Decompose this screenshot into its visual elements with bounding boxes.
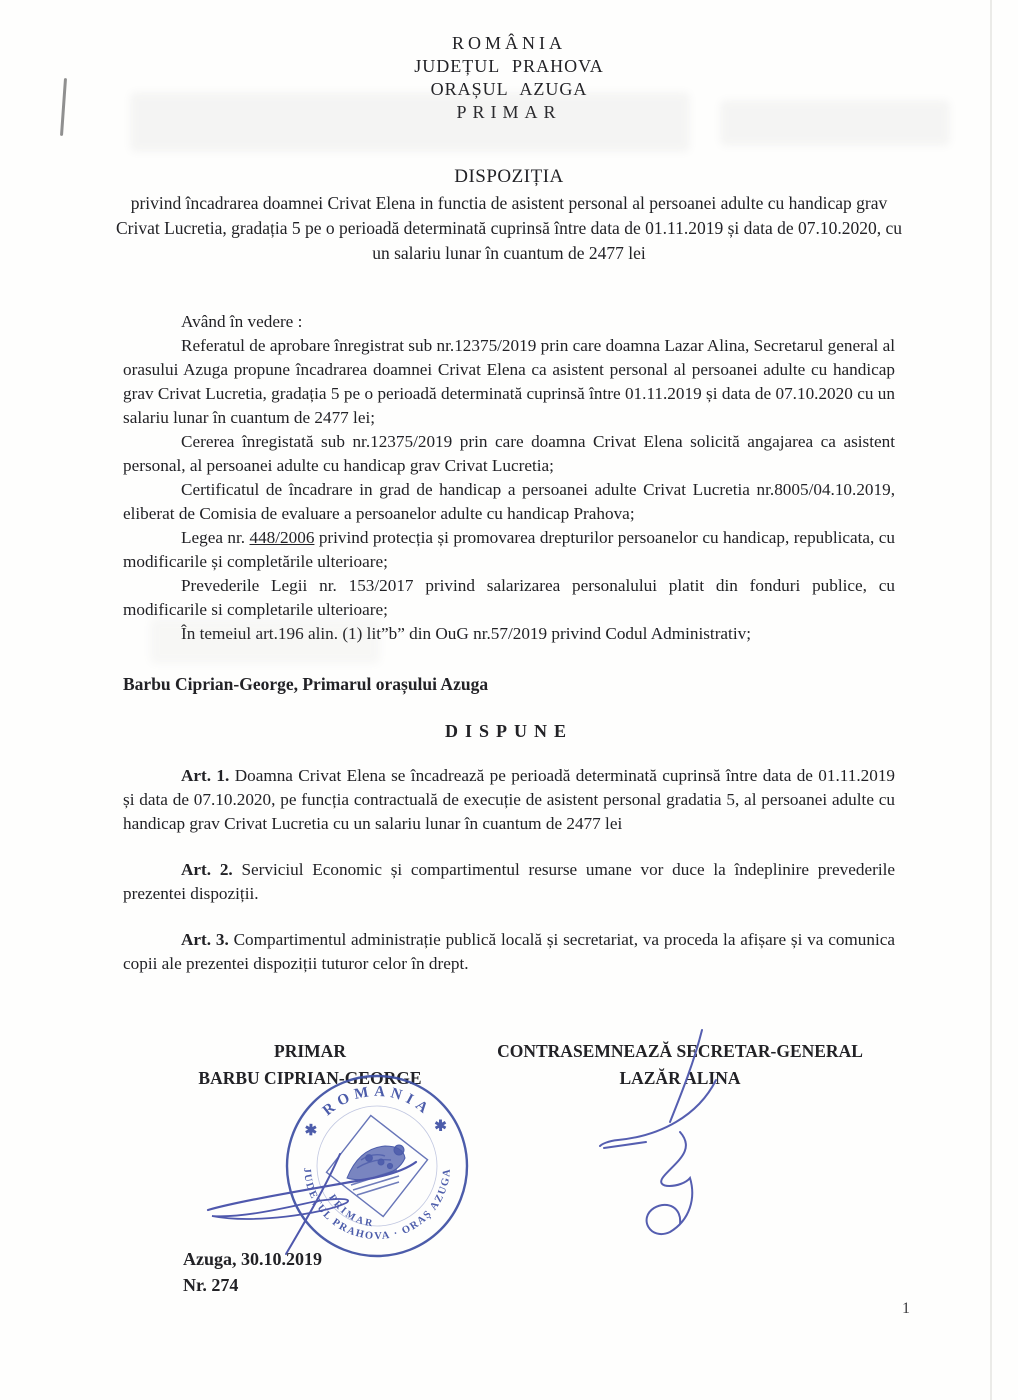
preamble-intro: Având în vedere : <box>181 312 303 331</box>
article-1-text: Doamna Crivat Elena se încadrează pe perioadă determinată cuprinsă între data de 01.11.2019 și data de 07.10.2020, pe funcția contractuală de execuție de asistent personal gradatia 5, al persoanei adulte cu handicap grav Crivat Lucretia cu un salariu lunar în cuantum de 2477 lei <box>123 766 896 833</box>
preamble-section <box>123 310 895 646</box>
law-prefix: Legea nr. <box>181 528 250 547</box>
article-3-label: Art. 3. <box>181 930 229 949</box>
article-2-text: Serviciul Economic și compartimentul resurse umane vor duce la îndeplinire prevederile prezentei dispoziții. <box>123 860 896 903</box>
preamble-legal-basis: În temeiul art.196 alin. (1) lit”b” din OuG nr.57/2019 privind Codul Administrativ; <box>181 624 751 643</box>
article-1 <box>123 764 895 836</box>
mayor-role: PRIMAR <box>274 1041 346 1061</box>
preamble-item-referat: Referatul de aprobare înregistrat sub nr.12375/2019 prin care doamna Lazar Alina, Secretarul general al orasului Azuga propune încadrarea doamnei Crivat Elena ca asistent personal al persoanei adulte cu handicap grav Crivat Lucretia, gradația 5 pe o perioadă determinată cuprinsă între 01.11.2019 și data de 07.10.2020 cu un salariu lunar în cuantum de 2477 lei; <box>123 336 895 427</box>
page-number: 1 <box>902 1300 910 1317</box>
mayor-signature-ink-icon <box>198 1148 423 1260</box>
article-3 <box>123 928 895 976</box>
law-suffix: privind protecția și promovarea drepturilor persoanelor cu handicap, republicata, cu modificarile și completările ulterioare; <box>123 528 895 571</box>
ink-bleed-artifact <box>720 100 950 146</box>
ink-bleed-artifact <box>150 618 380 664</box>
footer-block <box>183 1246 322 1298</box>
preamble-item-legea-153: Prevederile Legii nr. 153/2017 privind salarizarea personalului platit din fonduri publice, cu modificarile si completarile ulterioare; <box>123 576 895 619</box>
letterhead-city: ORAȘUL AZUGA <box>430 79 588 99</box>
article-3-text: Compartimentul administrație publică locală și secretariat, va proceda la afișare și va comunica copii ale prezentei dispoziții tuturor celor în drept. <box>123 930 895 973</box>
preamble-item-certificat: Certificatul de încadrare in grad de handicap a persoanei adulte Crivat Lucretia nr.8005/04.10.2019, eliberat de Comisia de evaluare a persoanelor adulte cu handicap Prahova; <box>123 480 895 523</box>
stamp-top-text: ✱ ROMANIA ✱ <box>302 1083 452 1140</box>
letterhead-county: JUDEȚUL PRAHOVA <box>414 56 604 76</box>
issuer-line: Barbu Ciprian-George, Primarul orașului Azuga <box>123 674 489 694</box>
letterhead-country: ROMÂNIA <box>451 33 566 53</box>
article-2 <box>123 858 895 906</box>
letterhead-office: PRIMAR <box>456 102 562 122</box>
signature-block <box>0 1038 1018 1092</box>
secretary-signature-ink-icon <box>598 1028 763 1246</box>
secretary-name: LAZĂR ALINA <box>619 1068 741 1088</box>
law-number-underlined: 448/2006 <box>249 528 315 547</box>
stamp-ring-text: JUDEȚUL PRAHOVA · ORAȘ AZUGA <box>300 1167 454 1243</box>
secretary-role: CONTRASEMNEAZĂ SECRETAR-GENERAL <box>497 1041 863 1061</box>
articles-section <box>123 764 895 976</box>
stamp-inner-text: PRIMAR <box>326 1192 376 1230</box>
preamble-item-cerere: Cererea înregistată sub nr.12375/2019 prin care doamna Crivat Elena solicită angajarea ca asistent personal, al persoanei adulte cu handicap grav Crivat Lucretia; <box>123 432 895 475</box>
ink-bleed-artifact <box>130 92 690 152</box>
mayor-name: BARBU CIPRIAN-GEORGE <box>198 1068 422 1088</box>
document-title: DISPOZIȚIA <box>454 166 564 187</box>
scan-edge-shadow <box>990 0 992 1400</box>
document-subject: privind încadrarea doamnei Crivat Elena in functia de asistent personal al persoanei adulte cu handicap grav Crivat Lucretia, gradația 5 pe o perioadă determinată cuprinsă între data de 01.11.2019 și data de 07.10.2020, cu un salariu lunar în cuantum de 2477 lei <box>115 193 903 263</box>
article-1-label: Art. 1. <box>181 766 230 785</box>
decree-word: DISPUNE <box>444 721 573 741</box>
footer-registration-number: Nr. 274 <box>183 1275 239 1295</box>
footer-place-date: Azuga, 30.10.2019 <box>183 1249 322 1269</box>
preamble-item-legea-448 <box>123 526 895 574</box>
article-2-label: Art. 2. <box>181 860 233 879</box>
